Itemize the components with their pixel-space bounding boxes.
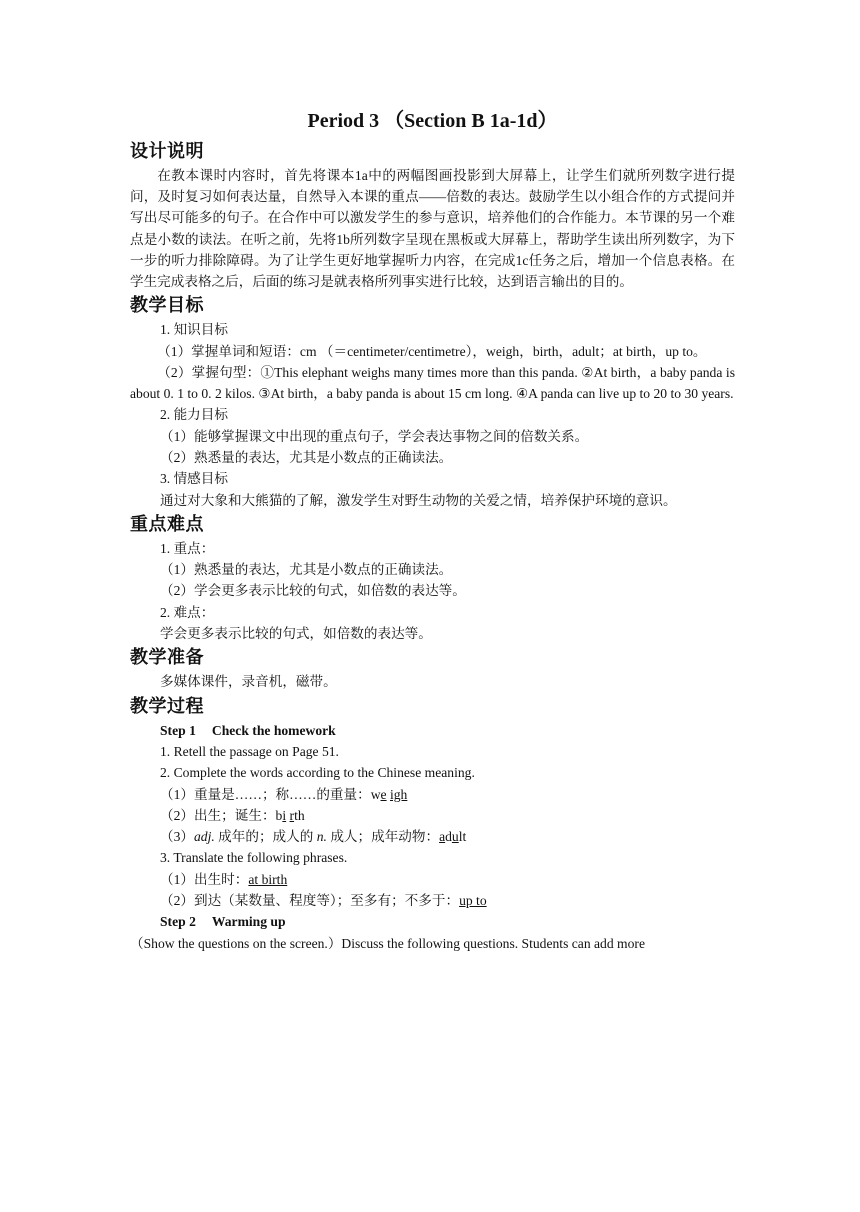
step-1-item-3b bbox=[130, 890, 735, 911]
word-birth-b: b bbox=[275, 807, 283, 823]
step-1-name: Check the homework bbox=[211, 722, 336, 738]
page-title: Period 3 （Section B 1a-1d） bbox=[307, 110, 558, 132]
ability-item-1: （1）能够掌握课文中出现的重点句子，学会表达事物之间的倍数关系。 bbox=[160, 428, 589, 444]
item-2c-adj-meaning: 成年的；成人的 bbox=[214, 829, 317, 845]
phrase-at-birth: at birth bbox=[248, 871, 288, 887]
heading-design: 设计说明 bbox=[130, 141, 204, 162]
preparation-text: 多媒体课件，录音机，磁带。 bbox=[160, 674, 337, 690]
heading-preparation: 教学准备 bbox=[130, 647, 204, 669]
word-birth-th: th bbox=[294, 807, 305, 823]
design-paragraph: 在教本课时内容时，首先将课本1a中的两幅图画投影到大屏幕上，让学生们就所列数字进行提问，及时复习如何表达量，自然导入本课的重点——倍数的表达。鼓励学生以小组合作的方式提问并写出尽可能多的句子。在合作中可以激发学生的参与意识，培养他们的合作能力。本节课的另一个难点是小数的读法。在听之前，先将1b所列数字呈现在黑板或大屏幕上，帮助学生读出所列数字，为下一步的听力排除障碍。为了让学生更好地掌握听力内容，在完成1c任务之后，增加一个信息表格。在学生完成表格之后，后面的练习是就表格所列事实进行比较，达到语言输出的目的。 bbox=[130, 168, 735, 290]
word-adult-d: d bbox=[445, 829, 452, 845]
noun-abbrev: n. bbox=[316, 829, 327, 845]
word-weigh-e: e bbox=[380, 786, 387, 802]
ability-title: 2. 能力目标 bbox=[160, 407, 228, 423]
phrase-up-to: up to bbox=[459, 893, 487, 909]
step-1-title bbox=[130, 720, 735, 741]
difficulty-title: 2. 难点： bbox=[160, 604, 215, 620]
step-1-item-1: 1. Retell the passage on Page 51. bbox=[160, 743, 339, 759]
emotion-item-1: 通过对大象和大熊猫的了解，激发学生对野生动物的关爱之情，培养保护环境的意识。 bbox=[160, 492, 677, 508]
step-1-item-2c bbox=[130, 826, 735, 847]
key-item-1: （1）熟悉量的表达，尤其是小数点的正确读法。 bbox=[160, 562, 453, 578]
step-1-item-2a bbox=[130, 784, 735, 805]
item-2a-chinese: （1）重量是……；称……的重量： bbox=[160, 786, 371, 802]
ability-item-2: （2）熟悉量的表达，尤其是小数点的正确读法。 bbox=[160, 450, 453, 465]
step-1-item-2: 2. Complete the words according to the Chinese meaning. bbox=[160, 765, 475, 781]
heading-objectives: 教学目标 bbox=[130, 295, 204, 317]
knowledge-item-1: （1）掌握单词和短语：cm （＝centimeter/centimetre），weigh，birth，adult；at birth，up to。 bbox=[157, 343, 707, 359]
word-birth-i: i bbox=[282, 807, 287, 823]
step-1-number: Step 1 bbox=[160, 722, 196, 738]
adj-abbrev: adj. bbox=[193, 829, 215, 845]
step-1-item-3: 3. Translate the following phrases. bbox=[160, 850, 348, 866]
item-2b-chinese: （2）出生；诞生： bbox=[160, 807, 276, 823]
key-title: 1. 重点： bbox=[160, 540, 215, 556]
key-item-2: （2）学会更多表示比较的句式，如倍数的表达等。 bbox=[160, 583, 466, 599]
item-2c-prefix: （3） bbox=[160, 829, 194, 845]
difficulty-item-1: 学会更多表示比较的句式，如倍数的表达等。 bbox=[160, 626, 432, 642]
step-2-text: （Show the questions on the screen.）Discuss the following questions. Students can add more bbox=[130, 935, 645, 951]
word-weigh-w: w bbox=[370, 786, 381, 802]
step-2-number: Step 2 bbox=[160, 914, 196, 930]
heading-process: 教学过程 bbox=[130, 695, 204, 717]
step-2-name: Warming up bbox=[211, 914, 286, 930]
word-adult-lt: lt bbox=[458, 829, 467, 845]
item-3a-chinese: （1）出生时： bbox=[160, 871, 249, 887]
word-weigh-igh: igh bbox=[389, 786, 408, 802]
step-1-item-2b bbox=[130, 805, 735, 826]
emotion-title: 3. 情感目标 bbox=[160, 471, 228, 487]
item-3b-chinese: （2）到达（某数量、程度等）；至多有；不多于： bbox=[160, 893, 460, 909]
word-adult-u: u bbox=[451, 829, 459, 845]
word-birth-r: r bbox=[289, 807, 295, 823]
knowledge-item-2: （2）掌握句型：①This elephant weighs many times more than this panda. ②At birth，a baby panda is about 0. 1 to 0. 2 kilos. ③At birth，a baby panda is about 15 cm long. ④A panda can live up to 20 to 30 years. bbox=[130, 364, 735, 402]
step-2-title bbox=[130, 911, 735, 932]
item-2c-noun-meaning: 成人；成年动物： bbox=[326, 829, 440, 845]
knowledge-title: 1. 知识目标 bbox=[160, 322, 228, 338]
document-body bbox=[130, 104, 735, 954]
word-adult-a: a bbox=[439, 829, 446, 845]
heading-key-points: 重点难点 bbox=[130, 513, 204, 535]
step-1-item-3a bbox=[130, 869, 735, 890]
